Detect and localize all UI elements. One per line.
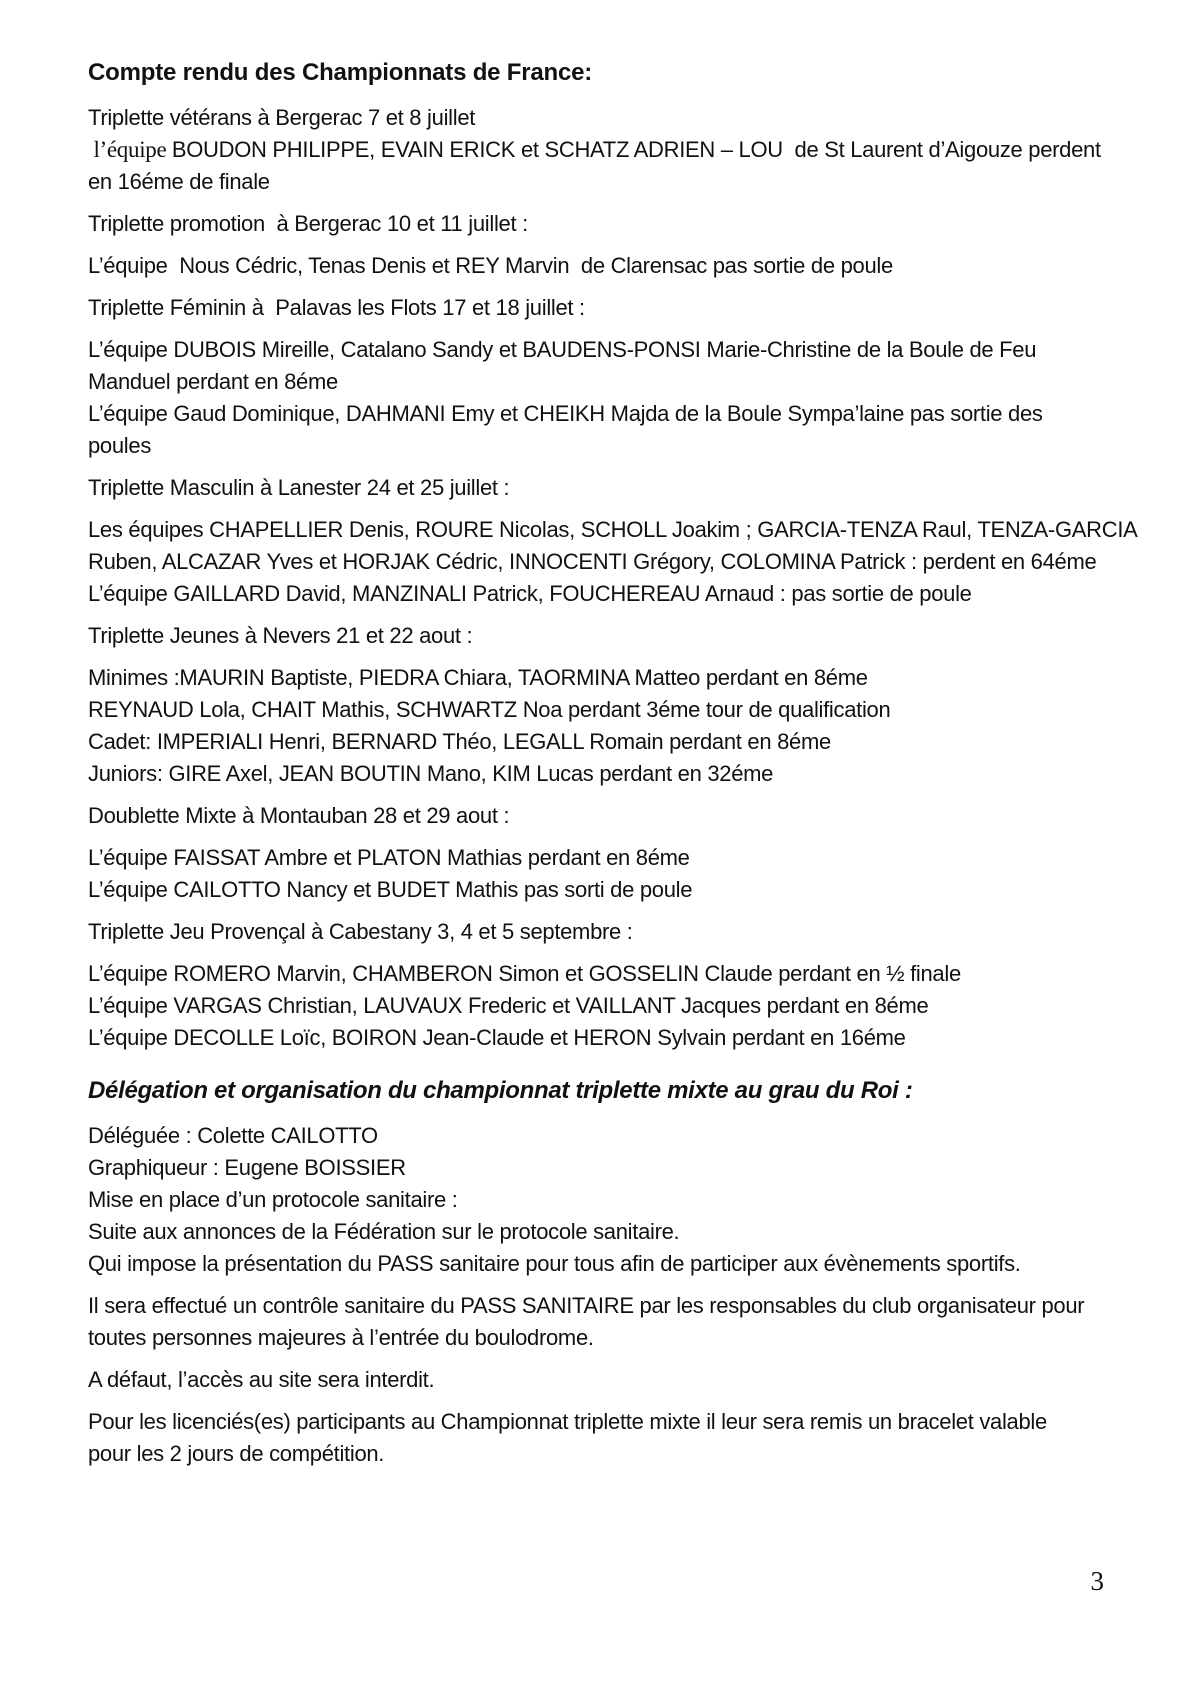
paragraph [88, 1364, 1122, 1396]
text-line: Minimes :MAURIN Baptiste, PIEDRA Chiara, TAORMINA Matteo perdant en 8éme [88, 665, 868, 690]
paragraph [88, 514, 1138, 610]
document-body [88, 58, 1138, 1470]
text-line: Mise en place d’un protocole sanitaire : [88, 1187, 458, 1212]
text-line: en 16éme de finale [88, 169, 270, 194]
text-line: Manduel perdant en 8éme [88, 369, 338, 394]
text-line: Triplette Jeu Provençal à Cabestany 3, 4 et 5 septembre : [88, 919, 633, 944]
text-line: Triplette Masculin à Lanester 24 et 25 juillet : [88, 475, 510, 500]
text-line: L’équipe GAILLARD David, MANZINALI Patrick, FOUCHEREAU Arnaud : pas sortie de poule [88, 581, 972, 606]
text-line: L’équipe ROMERO Marvin, CHAMBERON Simon et GOSSELIN Claude perdant en ½ finale [88, 961, 961, 986]
text-line: L’équipe CAILOTTO Nancy et BUDET Mathis pas sorti de poule [88, 877, 693, 902]
text-line: L’équipe VARGAS Christian, LAUVAUX Frederic et VAILLANT Jacques perdant en 8éme [88, 993, 929, 1018]
paragraph [88, 102, 1122, 198]
paragraph [88, 916, 1122, 948]
text-line: toutes personnes majeures à l’entrée du boulodrome. [88, 1325, 594, 1350]
text-line: REYNAUD Lola, CHAIT Mathis, SCHWARTZ Noa perdant 3éme tour de qualification [88, 697, 891, 722]
text-line: Graphiqueur : Eugene BOISSIER [88, 1155, 406, 1180]
paragraph [88, 1406, 1122, 1470]
text-line: Délégation et organisation du championnat triplette mixte au grau du Roi : [88, 1077, 913, 1104]
text-line [88, 134, 1122, 166]
serif-text-run: l’équipe [88, 137, 172, 162]
text-line: Suite aux annonces de la Fédération sur le protocole sanitaire. [88, 1219, 680, 1244]
paragraph [88, 208, 1122, 240]
paragraph [88, 1120, 1122, 1280]
document-heading [88, 58, 1122, 88]
text-line: Qui impose la présentation du PASS sanitaire pour tous afin de participer aux évènements sportifs. [88, 1251, 1021, 1276]
text-line: Compte rendu des Championnats de France: [88, 59, 593, 86]
text-line: Juniors: GIRE Axel, JEAN BOUTIN Mano, KIM Lucas perdant en 32éme [88, 761, 774, 786]
section-heading [88, 1076, 1122, 1106]
text-line: L’équipe DECOLLE Loïc, BOIRON Jean-Claude et HERON Sylvain perdant en 16éme [88, 1025, 906, 1050]
text-line: Doublette Mixte à Montauban 28 et 29 aout : [88, 803, 510, 828]
paragraph [88, 958, 1122, 1054]
text-line: L’équipe FAISSAT Ambre et PLATON Mathias perdant en 8éme [88, 845, 690, 870]
text-line: Il sera effectué un contrôle sanitaire du PASS SANITAIRE par les responsables du club organisateur pour [88, 1293, 1085, 1318]
paragraph [88, 1290, 1122, 1354]
text-line: pour les 2 jours de compétition. [88, 1441, 385, 1466]
paragraph [88, 472, 1122, 504]
paragraph [88, 334, 1122, 462]
paragraph [88, 662, 1122, 790]
paragraph [88, 800, 1122, 832]
text-line: L’équipe Nous Cédric, Tenas Denis et REY Marvin de Clarensac pas sortie de poule [88, 253, 893, 278]
text-line: A défaut, l’accès au site sera interdit. [88, 1367, 435, 1392]
text-line: L’équipe Gaud Dominique, DAHMANI Emy et CHEIKH Majda de la Boule Sympa’laine pas sortie des [88, 401, 1043, 426]
page-number: 3 [1090, 1566, 1104, 1596]
text-line: L’équipe DUBOIS Mireille, Catalano Sandy et BAUDENS-PONSI Marie-Christine de la Boule de Feu [88, 337, 1037, 362]
text-line: Triplette promotion à Bergerac 10 et 11 juillet : [88, 211, 528, 236]
paragraph [88, 842, 1122, 906]
text-line: Cadet: IMPERIALI Henri, BERNARD Théo, LEGALL Romain perdant en 8éme [88, 729, 831, 754]
text-line: Triplette vétérans à Bergerac 7 et 8 juillet [88, 105, 476, 130]
text-line: Triplette Féminin à Palavas les Flots 17 et 18 juillet : [88, 295, 585, 320]
text-line: Déléguée : Colette CAILOTTO [88, 1123, 378, 1148]
text-line: Ruben, ALCAZAR Yves et HORJAK Cédric, INNOCENTI Grégory, COLOMINA Patrick : perdent en 64éme [88, 549, 1097, 574]
text-line: Triplette Jeunes à Nevers 21 et 22 aout : [88, 623, 473, 648]
paragraph [88, 250, 1122, 282]
text-line: poules [88, 433, 152, 458]
paragraph [88, 620, 1122, 652]
paragraph [88, 292, 1122, 324]
text-run: BOUDON PHILIPPE, EVAIN ERICK et SCHATZ ADRIEN – LOU de St Laurent d’Aigouze perdent [171, 137, 1101, 162]
text-line: Les équipes CHAPELLIER Denis, ROURE Nicolas, SCHOLL Joakim ; GARCIA-TENZA Raul, TENZA-GARCIA [88, 517, 1138, 542]
text-line: Pour les licenciés(es) participants au Championnat triplette mixte il leur sera remis un bracelet valable [88, 1409, 1047, 1434]
